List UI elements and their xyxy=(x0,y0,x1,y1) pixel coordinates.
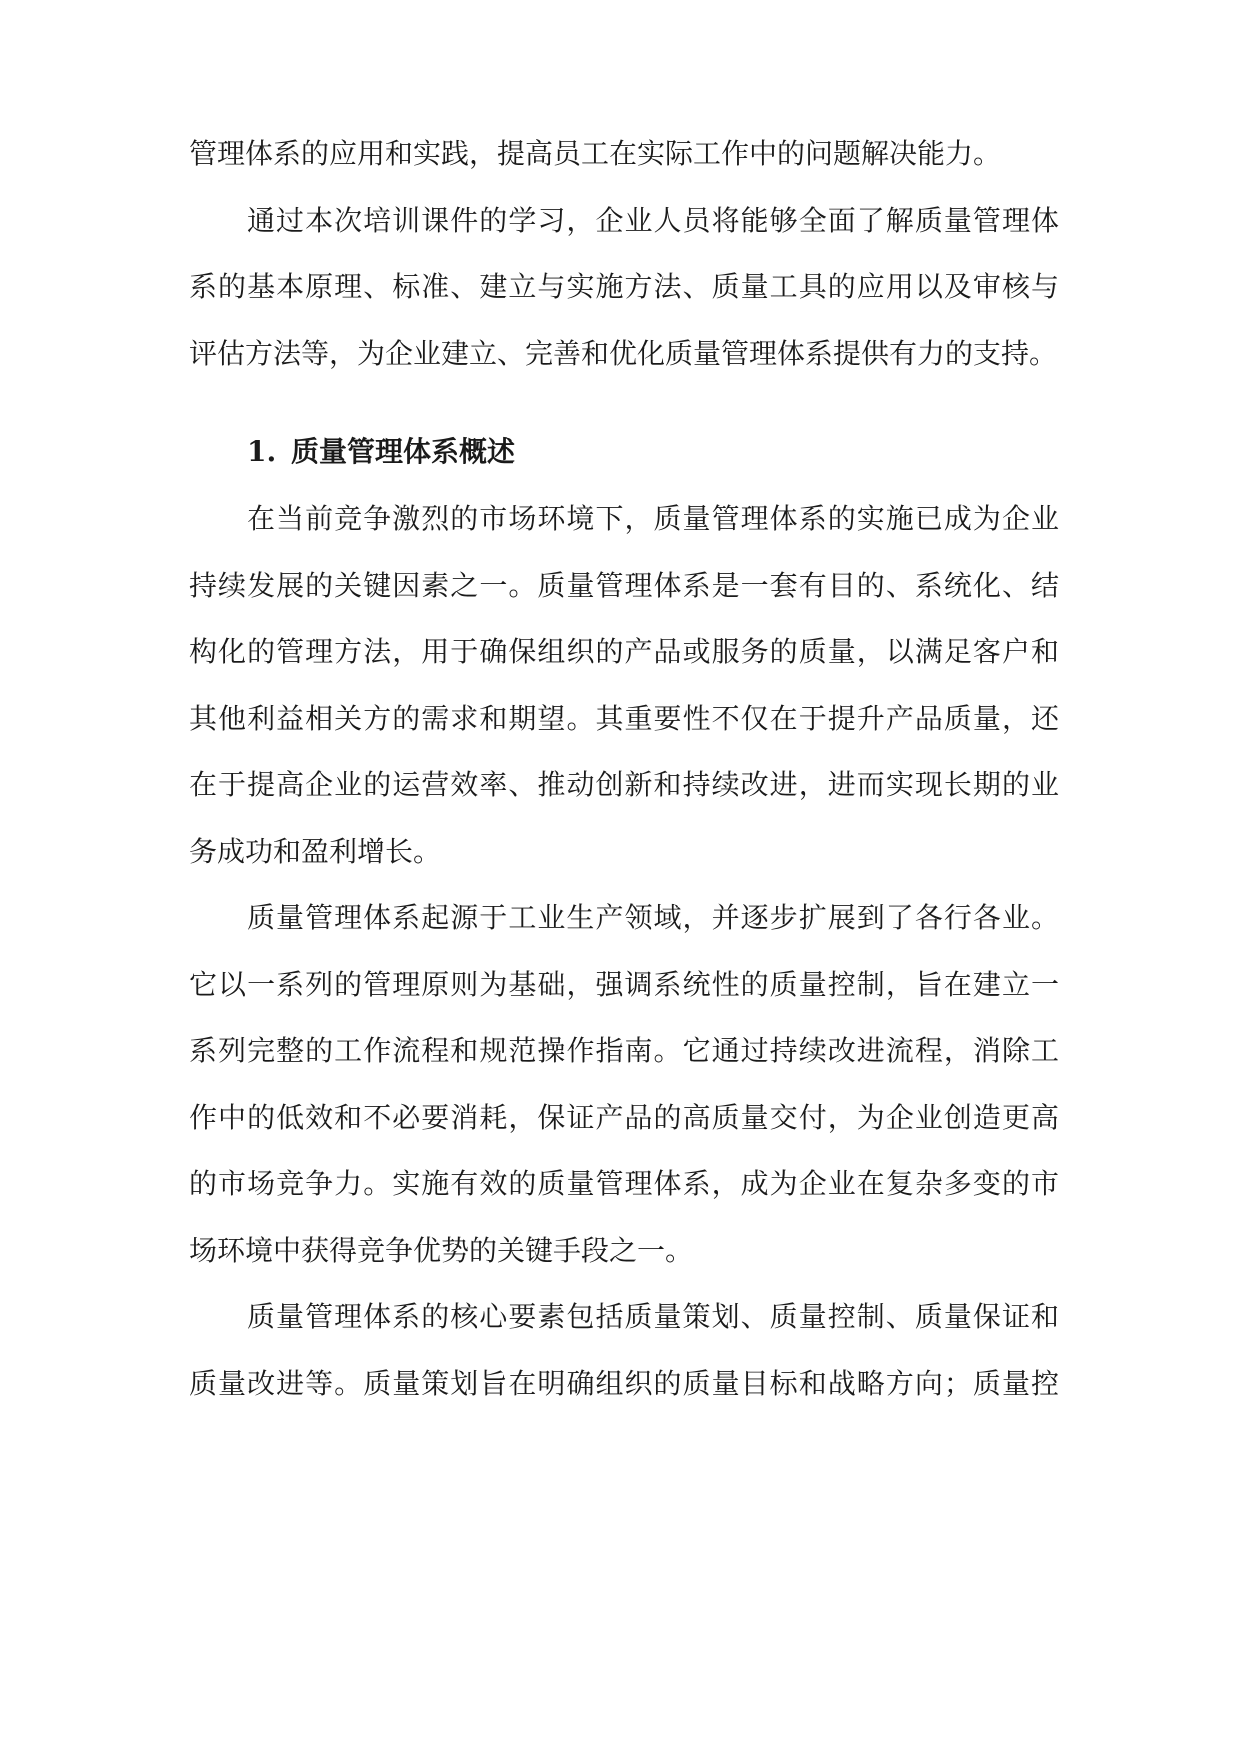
paragraph-line: 在当前竞争激烈的市场环境下，质量管理体系的实施已成为企业 xyxy=(247,502,1059,535)
paragraph-line: 质量管理体系的核心要素包括质量策划、质量控制、质量保证和 xyxy=(247,1300,1059,1333)
paragraph-line: 系列完整的工作流程和规范操作指南。它通过持续改进流程，消除工 xyxy=(189,1034,1059,1067)
paragraph-line: 的市场竞争力。实施有效的质量管理体系，成为企业在复杂多变的市 xyxy=(189,1167,1059,1200)
paragraph-line: 质量改进等。质量策划旨在明确组织的质量目标和战略方向；质量控 xyxy=(189,1367,1059,1400)
section-title: 质量管理体系概述 xyxy=(291,435,516,468)
paragraph-line: 在于提高企业的运营效率、推动创新和持续改进，进而实现长期的业 xyxy=(189,768,1059,801)
paragraph-line: 质量管理体系起源于工业生产领域，并逐步扩展到了各行各业。 xyxy=(247,901,1059,934)
paragraph-line: 管理体系的应用和实践，提高员工在实际工作中的问题解决能力。 xyxy=(189,137,1002,170)
paragraph-line: 务成功和盈利增长。 xyxy=(189,835,442,868)
section-number: 1. xyxy=(247,435,277,468)
paragraph-line: 场环境中获得竞争优势的关键手段之一。 xyxy=(189,1234,694,1267)
paragraph-line: 通过本次培训课件的学习，企业人员将能够全面了解质量管理体 xyxy=(247,204,1059,237)
paragraph-line: 持续发展的关键因素之一。质量管理体系是一套有目的、系统化、结 xyxy=(189,569,1059,602)
paragraph-line: 构化的管理方法，用于确保组织的产品或服务的质量，以满足客户和 xyxy=(189,635,1059,668)
section-heading xyxy=(247,432,515,472)
paragraph-line: 它以一系列的管理原则为基础，强调系统性的质量控制，旨在建立一 xyxy=(189,968,1059,1001)
paragraph-line: 系的基本原理、标准、建立与实施方法、质量工具的应用以及审核与 xyxy=(189,270,1059,303)
paragraph-line: 作中的低效和不必要消耗，保证产品的高质量交付，为企业创造更高 xyxy=(189,1101,1059,1134)
paragraph-line: 评估方法等，为企业建立、完善和优化质量管理体系提供有力的支持。 xyxy=(189,337,1058,370)
paragraph-line: 其他利益相关方的需求和期望。其重要性不仅在于提升产品质量，还 xyxy=(189,702,1059,735)
